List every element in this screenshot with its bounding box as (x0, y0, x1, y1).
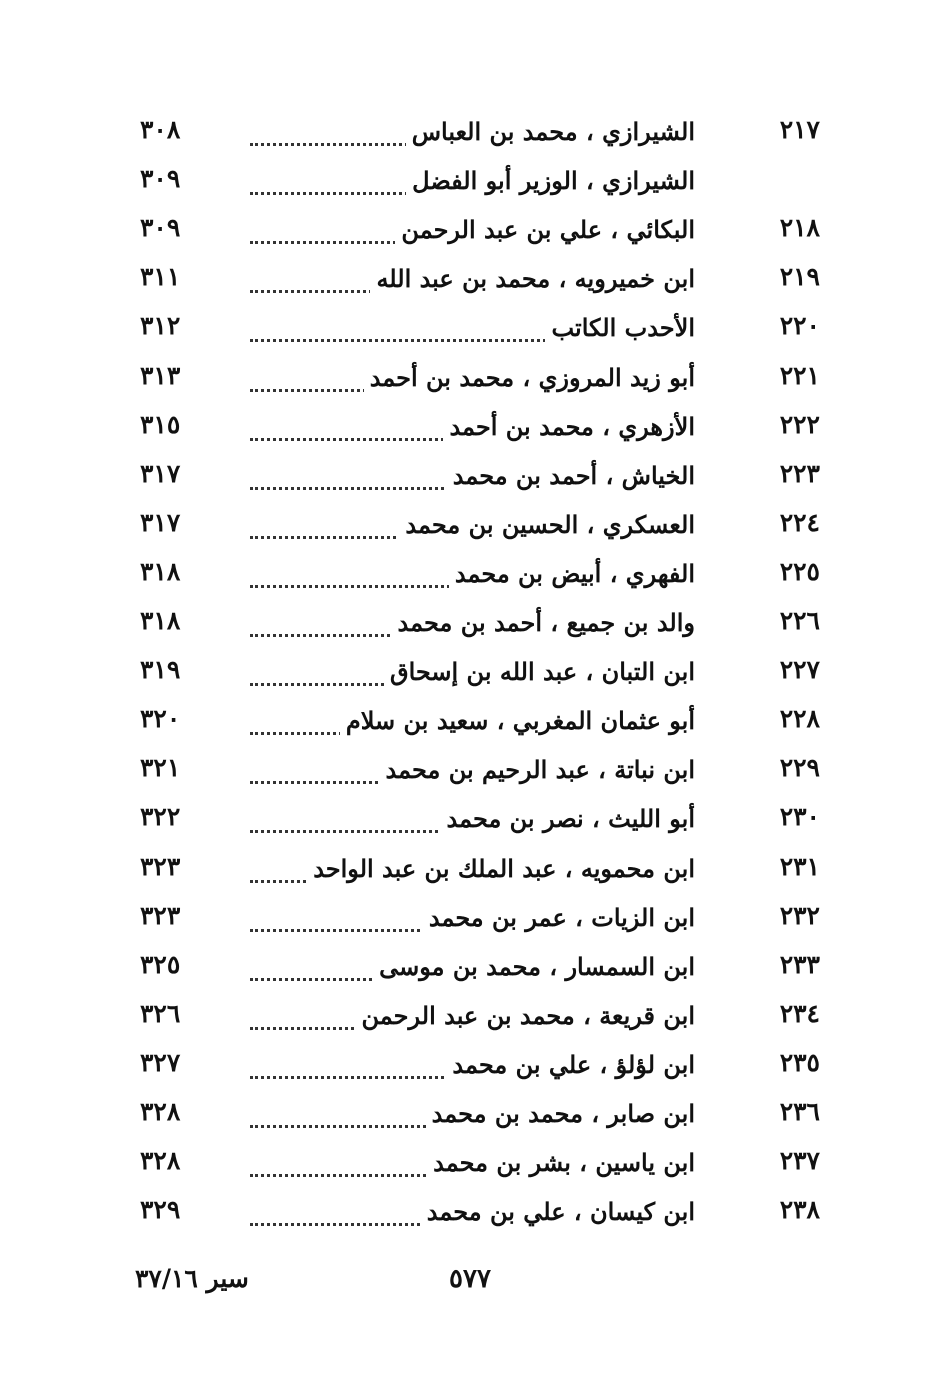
entry-number: ٢٣٣ (779, 950, 820, 979)
entry-title: الأحدب الكاتب (545, 309, 695, 347)
entry-page: ٣١٧ (140, 508, 181, 537)
index-entry (140, 260, 820, 304)
entry-page: ٣٢٣ (140, 901, 181, 930)
entry-page: ٣٢١ (140, 753, 181, 782)
entry-page: ٣٢٧ (140, 1048, 181, 1077)
entry-page: ٣٢٣ (140, 852, 181, 881)
entry-title: ابن ياسين ، بشر بن محمد (427, 1144, 695, 1182)
entry-number: ٢٢٩ (779, 753, 820, 782)
entry-page: ٣٢٢ (140, 802, 181, 831)
entry-number: ٢١٧ (779, 115, 820, 144)
entry-number: ٢٣٦ (779, 1097, 820, 1126)
index-entry (140, 1144, 820, 1188)
entry-title: أبو الليث ، نصر بن محمد (440, 800, 695, 838)
entry-page: ٣١٣ (140, 361, 181, 390)
entry-number: ٢٣١ (779, 852, 820, 881)
entry-title: ابن قريعة ، محمد بن عبد الرحمن (356, 997, 695, 1035)
entry-page: ٣٢٨ (140, 1097, 181, 1126)
entry-title: الشيرازي ، الوزير أبو الفضل (406, 162, 695, 200)
entry-title: ابن السمسار ، محمد بن موسى (373, 948, 695, 986)
entry-number: ٢٢٠ (779, 311, 820, 340)
entry-number: ٢٢٧ (779, 655, 820, 684)
entry-number: ٢٢٥ (779, 557, 820, 586)
entry-title: ابن نباتة ، عبد الرحيم بن محمد (380, 751, 695, 789)
entry-page: ٣٢٨ (140, 1146, 181, 1175)
entry-page: ٣١٧ (140, 459, 181, 488)
entry-title: العسكري ، الحسين بن محمد (399, 506, 695, 544)
entry-number: ٢١٩ (779, 262, 820, 291)
index-entry (140, 506, 820, 550)
index-entry (140, 555, 820, 599)
entry-title: ابن خميرويه ، محمد بن عبد الله (370, 260, 695, 298)
index-entry (140, 1046, 820, 1090)
entry-number: ٢٣٥ (779, 1048, 820, 1077)
index-entry (140, 359, 820, 403)
entry-number: ٢٢٦ (779, 606, 820, 635)
entry-title: أبو زيد المروزي ، محمد بن أحمد (364, 359, 695, 397)
entry-title: أبو عثمان المغربي ، سعيد بن سلام (340, 702, 695, 740)
entry-title: ابن محمويه ، عبد الملك بن عبد الواحد (307, 850, 695, 888)
index-entry (140, 309, 820, 353)
index-entry (140, 850, 820, 894)
index-entry (140, 751, 820, 795)
entry-page: ٣١٩ (140, 655, 181, 684)
entry-page: ٣٢٥ (140, 950, 181, 979)
index-entry (140, 702, 820, 746)
index-entry (140, 457, 820, 501)
entry-title: الخياش ، أحمد بن محمد (447, 457, 695, 495)
entry-title: ابن التبان ، عبد الله بن إسحاق (384, 653, 695, 691)
entry-number: ٢٣٢ (779, 901, 820, 930)
entry-title: ابن لؤلؤ ، علي بن محمد (446, 1046, 695, 1084)
index-entry (140, 211, 820, 255)
entry-title: ابن الزيات ، عمر بن محمد (423, 899, 695, 937)
entry-page: ٣٢٦ (140, 999, 181, 1028)
index-entry (140, 948, 820, 992)
entry-page: ٣٢٩ (140, 1195, 181, 1224)
entry-title: الشيرازي ، محمد بن العباس (406, 113, 695, 151)
entry-page: ٣١٥ (140, 410, 181, 439)
entry-page: ٣١١ (140, 262, 181, 291)
entry-title: الفهري ، أبيض بن محمد (449, 555, 695, 593)
entry-number: ٢٢٨ (779, 704, 820, 733)
index-entry (140, 1095, 820, 1139)
index-entry (140, 604, 820, 648)
entry-title: البكائي ، علي بن عبد الرحمن (395, 211, 695, 249)
entry-number: ٢٣٨ (779, 1195, 820, 1224)
entry-title: والد بن جميع ، أحمد بن محمد (392, 604, 695, 642)
entry-page: ٣١٨ (140, 606, 181, 635)
entry-number: ٢٣٧ (779, 1146, 820, 1175)
entry-number: ٢٢٣ (779, 459, 820, 488)
entry-page: ٣١٨ (140, 557, 181, 586)
index-entry (140, 408, 820, 452)
entry-page: ٣٠٩ (140, 213, 181, 242)
index-entry (140, 800, 820, 844)
index-entry (140, 1193, 820, 1237)
entry-title: الأزهري ، محمد بن أحمد (443, 408, 695, 446)
entry-number: ٢٣٠ (779, 802, 820, 831)
page-number: ٥٧٧ (449, 1264, 491, 1294)
entry-number: ٢٢٤ (779, 508, 820, 537)
entry-page: ٣٠٩ (140, 164, 181, 193)
entry-number: ٢٢١ (779, 361, 820, 390)
entry-page: ٣٢٠ (140, 704, 181, 733)
index-entry (140, 162, 820, 206)
entry-title: ابن كيسان ، علي بن محمد (421, 1193, 695, 1231)
entry-title: ابن صابر ، محمد بن محمد (426, 1095, 695, 1133)
index-entry (140, 899, 820, 943)
entry-number: ٢٣٤ (779, 999, 820, 1028)
entry-number: ٢٢٢ (779, 410, 820, 439)
entry-page: ٣١٢ (140, 311, 181, 340)
entry-number: ٢١٨ (779, 213, 820, 242)
index-entry (140, 997, 820, 1041)
index-entry (140, 653, 820, 697)
signature-mark: سير ٣٧/١٦ (135, 1264, 249, 1293)
entry-page: ٣٠٨ (140, 115, 181, 144)
index-entry (140, 113, 820, 157)
